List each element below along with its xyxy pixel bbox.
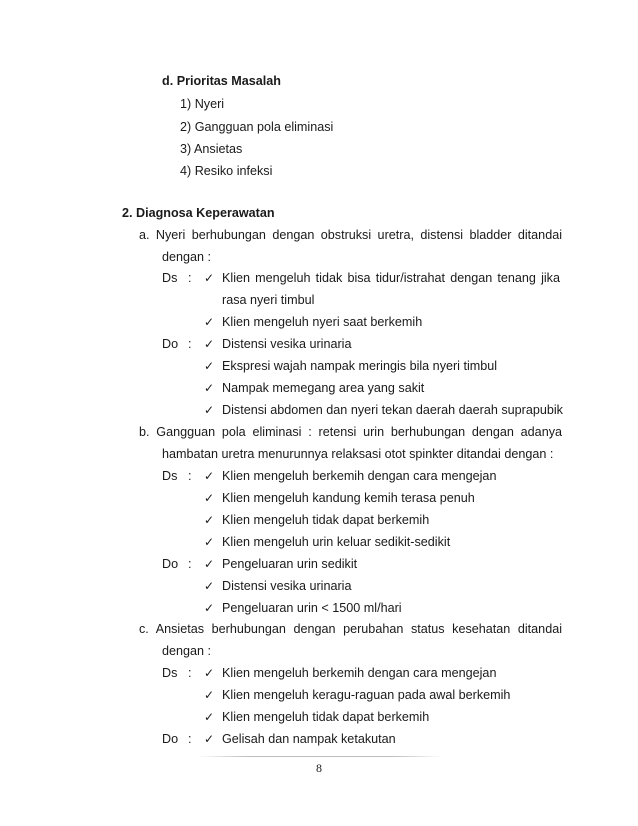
colon: :: [188, 732, 192, 746]
prioritas-item-3: 3) Ansietas: [180, 142, 243, 156]
diagnosa-a-do-1: Distensi vesika urinaria: [222, 337, 352, 351]
check-icon: ✓: [204, 491, 215, 505]
check-icon: ✓: [204, 315, 215, 329]
diagnosa-b-ds-1: Klien mengeluh berkemih dengan cara mengejan: [222, 469, 497, 483]
diagnosa-b-ds-4: Klien mengeluh urin keluar sedikit-sedikit: [222, 535, 451, 549]
check-icon: ✓: [204, 732, 215, 746]
diagnosa-a-ds-1: Klien mengeluh tidak bisa tidur/istrahat dengan tenang jika: [222, 271, 560, 285]
check-icon: ✓: [204, 535, 215, 549]
diagnosa-b-ds-3: Klien mengeluh tidak dapat berkemih: [222, 513, 430, 527]
check-icon: ✓: [204, 271, 215, 285]
ds-label: Ds: [162, 666, 178, 680]
check-icon: ✓: [204, 513, 215, 527]
check-icon: ✓: [204, 579, 215, 593]
diagnosa-b-do-3: Pengeluaran urin < 1500 ml/hari: [222, 601, 402, 615]
prioritas-item-4: 4) Resiko infeksi: [180, 164, 273, 178]
ds-label: Ds: [162, 271, 178, 285]
diagnosa-a-line2: dengan :: [162, 250, 212, 264]
diagnosa-a-ds-1-cont: rasa nyeri timbul: [222, 293, 315, 307]
diagnosa-b-ds-2: Klien mengeluh kandung kemih terasa penuh: [222, 491, 475, 505]
prioritas-heading: d. Prioritas Masalah: [162, 74, 281, 88]
check-icon: ✓: [204, 403, 215, 417]
do-label: Do: [162, 732, 179, 746]
page-number: 8: [316, 761, 322, 775]
diagnosa-a-do-2: Ekspresi wajah nampak meringis bila nyeri timbul: [222, 359, 498, 373]
diagnosa-b-do-2: Distensi vesika urinaria: [222, 579, 352, 593]
colon: :: [188, 557, 192, 571]
check-icon: ✓: [204, 359, 215, 373]
colon: :: [188, 469, 192, 483]
diagnosa-c-do-1: Gelisah dan nampak ketakutan: [222, 732, 396, 746]
colon: :: [188, 271, 192, 285]
colon: :: [188, 666, 192, 680]
diagnosa-b-line1: b. Gangguan pola eliminasi : retensi urin berhubungan dengan adanya: [139, 425, 562, 439]
prioritas-item-2: 2) Gangguan pola eliminasi: [180, 120, 334, 134]
check-icon: ✓: [204, 666, 215, 680]
diagnosa-a-do-4: Distensi abdomen dan nyeri tekan daerah daerah suprapubik: [222, 403, 563, 417]
check-icon: ✓: [204, 469, 215, 483]
diagnosa-b-do-1: Pengeluaran urin sedikit: [222, 557, 358, 571]
diagnosa-a-ds-2: Klien mengeluh nyeri saat berkemih: [222, 315, 423, 329]
ds-label: Ds: [162, 469, 178, 483]
diagnosa-a-line1: a. Nyeri berhubungan dengan obstruksi uretra, distensi bladder ditandai: [139, 228, 562, 242]
diagnosa-c-ds-1: Klien mengeluh berkemih dengan cara mengejan: [222, 666, 497, 680]
check-icon: ✓: [204, 710, 215, 724]
footer-divider: [198, 756, 442, 757]
diagnosa-heading: 2. Diagnosa Keperawatan: [122, 206, 275, 220]
diagnosa-c-line1: c. Ansietas berhubungan dengan perubahan status kesehatan ditandai: [139, 622, 562, 636]
check-icon: ✓: [204, 337, 215, 351]
diagnosa-c-ds-2: Klien mengeluh keragu-raguan pada awal berkemih: [222, 688, 511, 702]
diagnosa-c-ds-3: Klien mengeluh tidak dapat berkemih: [222, 710, 430, 724]
check-icon: ✓: [204, 557, 215, 571]
diagnosa-b-line2: hambatan uretra menurunnya relaksasi otot spinkter ditandai dengan :: [162, 447, 554, 461]
check-icon: ✓: [204, 381, 215, 395]
colon: :: [188, 337, 192, 351]
check-icon: ✓: [204, 601, 215, 615]
prioritas-item-1: 1) Nyeri: [180, 97, 225, 111]
do-label: Do: [162, 557, 179, 571]
diagnosa-a-do-3: Nampak memegang area yang sakit: [222, 381, 425, 395]
do-label: Do: [162, 337, 179, 351]
check-icon: ✓: [204, 688, 215, 702]
diagnosa-c-line2: dengan :: [162, 644, 212, 658]
